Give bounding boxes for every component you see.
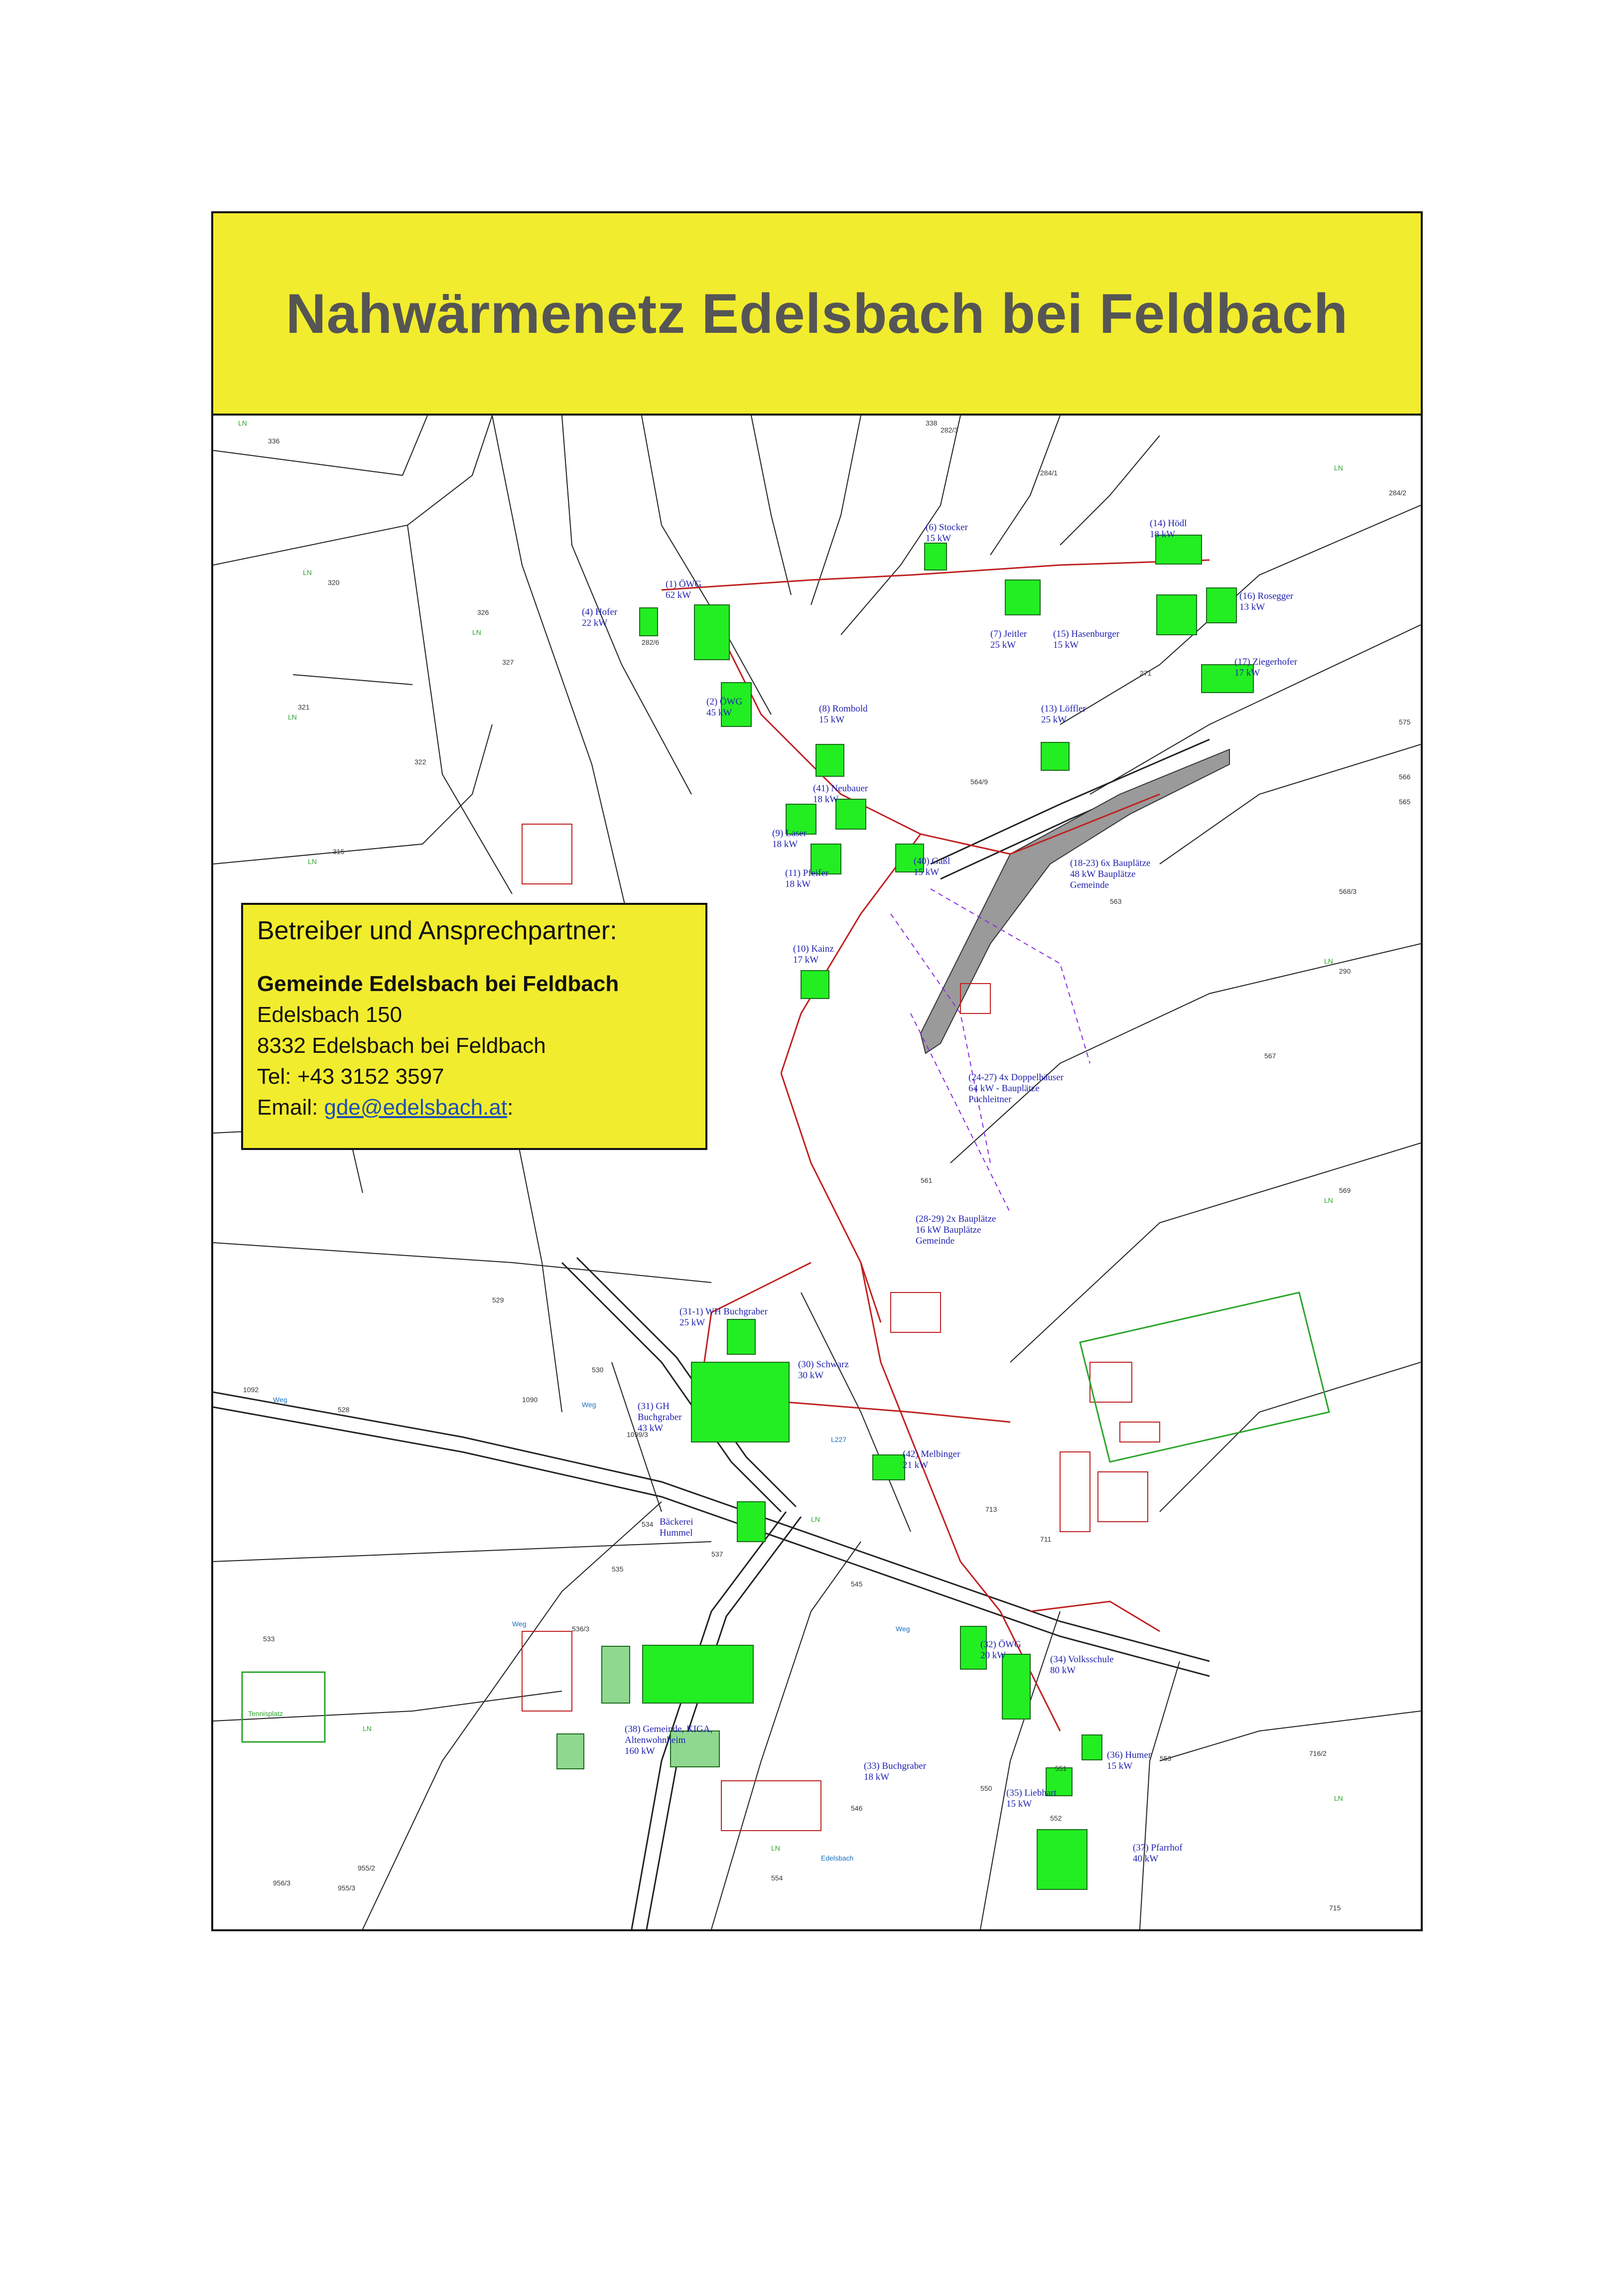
map-label-baeckerei-line1: Bäckerei <box>660 1517 693 1527</box>
map-label-laser-line2: 18 kW <box>772 839 798 850</box>
map-label-ziegerhofer <box>1234 657 1298 678</box>
parcel-number: 529 <box>492 1296 504 1304</box>
map-label-jeitler-line2: 25 kW <box>990 640 1016 650</box>
map-label-hasenburger-line1: (15) Hasenburger <box>1053 629 1120 639</box>
map-label-oewg1 <box>666 579 702 600</box>
map-label-pfarrhof-line2: 40 kW <box>1133 1854 1159 1864</box>
map-label-gh_buchgraber-line2: Buchgraber <box>638 1412 682 1423</box>
title-banner <box>213 213 1421 416</box>
development-road <box>921 749 1229 1053</box>
contact-city: 8332 Edelsbach bei Feldbach <box>257 1033 546 1058</box>
land-use-label: LN <box>363 1724 372 1732</box>
contact-organisation: Gemeinde Edelsbach bei Feldbach <box>257 972 619 996</box>
map-label-bauplaetze28 <box>916 1214 996 1246</box>
map-label-bauplaetze18-line2: 48 kW Bauplätze <box>1070 869 1136 879</box>
parcel-number: 566 <box>1399 773 1411 781</box>
contact-box <box>241 903 707 1150</box>
map-label-laser <box>772 828 807 850</box>
map-label-humer-line2: 15 kW <box>1107 1761 1133 1771</box>
map-label-gassl-line1: (40) Gaßl <box>914 856 950 866</box>
parcel-number: 715 <box>1329 1904 1341 1912</box>
parcel-number: 1099/3 <box>627 1431 648 1438</box>
parcel-number: 271 <box>1140 669 1152 677</box>
parcel-number: 716/2 <box>1309 1749 1327 1757</box>
land-use-label: LN <box>771 1844 780 1852</box>
map-label-oewg32-line1: (32) ÖWG <box>980 1639 1021 1650</box>
parcel-number: 282/6 <box>642 638 660 646</box>
map-label-baeckerei-line2: Hummel <box>660 1528 693 1538</box>
map-label-bauplaetze28-line2: 16 kW Bauplätze <box>916 1225 981 1235</box>
contact-email-link[interactable]: gde@edelsbach.at <box>324 1095 508 1120</box>
map-label-humer-line1: (36) Humer <box>1107 1750 1152 1760</box>
map-label-liebhart-line2: 15 kW <box>1006 1799 1032 1809</box>
street-label: Edelsbach <box>821 1854 854 1862</box>
map-label-rosegger-line1: (16) Rosegger <box>1239 591 1294 601</box>
map-label-buchgraber33 <box>864 1761 927 1782</box>
parcel-number: 553 <box>1160 1754 1172 1762</box>
map-label-bauplaetze18-line1: (18-23) 6x Bauplätze <box>1070 858 1151 868</box>
map-label-doppelhaeuser-line2: 64 kW - Bauplätze <box>968 1083 1040 1094</box>
parcel-number: 534 <box>642 1520 654 1528</box>
tennis-court-label: Tennisplatz <box>248 1710 283 1718</box>
map-label-oewg2-line2: 45 kW <box>706 708 732 718</box>
map-label-gassl-line2: 15 kW <box>914 867 940 877</box>
map-label-jeitler <box>990 629 1027 650</box>
map-label-rosegger <box>1239 591 1294 612</box>
map-label-schwarz <box>798 1359 849 1381</box>
map-label-gassl <box>914 856 950 877</box>
map-label-hofer-line2: 22 kW <box>582 618 608 628</box>
land-use-label: LN <box>472 628 481 636</box>
street-label: Weg <box>896 1625 910 1633</box>
map-label-volksschule-line1: (34) Volksschule <box>1050 1654 1114 1665</box>
map-label-stocker-line2: 15 kW <box>926 533 951 544</box>
map-label-gemeinde_kiga-line2: Altenwohnheim <box>625 1735 686 1745</box>
map-label-stocker-line1: (6) Stocker <box>926 522 968 533</box>
parcel-number: 550 <box>980 1784 992 1792</box>
green-field <box>1080 1292 1329 1462</box>
map-label-rombold-line2: 15 kW <box>819 715 845 725</box>
land-use-label: LN <box>1334 464 1343 472</box>
map-label-volksschule <box>1050 1654 1114 1676</box>
map-label-humer <box>1107 1750 1152 1771</box>
map-label-volksschule-line2: 80 kW <box>1050 1665 1076 1676</box>
map-label-gh_buchgraber-line1: (31) GH <box>638 1401 670 1412</box>
map-label-hofer-line1: (4) Hofer <box>582 607 618 617</box>
map-label-melbinger <box>903 1449 960 1470</box>
street-label: Weg <box>273 1396 287 1404</box>
contact-phone: Tel: +43 3152 3597 <box>257 1064 444 1089</box>
map-label-doppelhaeuser <box>968 1072 1064 1105</box>
parcel-number: 563 <box>1110 897 1122 905</box>
contact-email-suffix: : <box>507 1095 514 1120</box>
land-use-label: LN <box>1324 1196 1333 1204</box>
parcel-number: 336 <box>268 437 280 445</box>
map-label-wh_buchgraber-line1: (31-1) WH Buchgraber <box>679 1306 768 1317</box>
map-label-stocker <box>926 522 968 544</box>
parcel-number: 552 <box>1050 1814 1062 1822</box>
map-label-pfeifer <box>785 868 829 889</box>
map-label-neubauer-line2: 18 kW <box>813 794 839 805</box>
parcel-number: 955/3 <box>338 1884 356 1892</box>
parcel-number: 546 <box>851 1804 863 1812</box>
parcel-number: 554 <box>771 1874 783 1882</box>
parcel-number: 711 <box>1040 1535 1052 1543</box>
map-label-pfeifer-line1: (11) Pfeifer <box>785 868 829 878</box>
map-label-wh_buchgraber-line2: 25 kW <box>679 1317 705 1328</box>
heating-network <box>662 560 1210 1731</box>
map-label-doppelhaeuser-line1: (24-27) 4x Doppelhäuser <box>968 1072 1064 1083</box>
parcel-number-layer <box>243 419 1411 1912</box>
connected-buildings <box>640 535 1253 1889</box>
page-title: Nahwärmenetz Edelsbach bei Feldbach <box>285 282 1349 345</box>
parcel-number: 536/3 <box>572 1625 590 1633</box>
map-label-loeffler-line2: 25 kW <box>1041 715 1067 725</box>
map-label-oewg2-line1: (2) ÖWG <box>706 697 743 707</box>
map-label-jeitler-line1: (7) Jeitler <box>990 629 1027 639</box>
contact-email-label: Email: <box>257 1095 324 1120</box>
parcel-number: 290 <box>1339 967 1351 975</box>
parcel-number: 575 <box>1399 718 1411 726</box>
map-canvas <box>213 416 1421 1929</box>
parcel-number: 326 <box>477 608 489 616</box>
parcel-number: 564/9 <box>970 778 988 786</box>
map-label-gh_buchgraber-line3: 43 kW <box>638 1423 664 1434</box>
map-label-pfarrhof-line1: (37) Pfarrhof <box>1133 1843 1183 1853</box>
land-use-label: LN <box>238 419 247 427</box>
map-label-laser-line1: (9) Laser <box>772 828 807 839</box>
contact-email-line <box>257 1092 691 1123</box>
map-label-oewg32-line2: 20 kW <box>980 1650 1006 1661</box>
map-label-hoedl-line2: 18 kW <box>1150 529 1176 540</box>
parcel-number: 561 <box>921 1176 933 1184</box>
parcel-number: 528 <box>338 1406 350 1414</box>
land-use-label: LN <box>1334 1794 1343 1802</box>
parcel-number: 327 <box>502 658 514 666</box>
map-label-buchgraber33-line2: 18 kW <box>864 1772 890 1782</box>
parcel-number: 533 <box>263 1635 275 1643</box>
map-label-bauplaetze18 <box>1070 858 1150 890</box>
map-label-bauplaetze28-line3: Gemeinde <box>916 1236 955 1246</box>
map-label-liebhart <box>1006 1788 1057 1809</box>
land-use-label: LN <box>811 1515 820 1523</box>
contact-street: Edelsbach 150 <box>257 1003 403 1027</box>
street-label: Weg <box>512 1620 527 1628</box>
parcel-number: 537 <box>711 1550 723 1558</box>
parcel-number: 321 <box>298 703 310 711</box>
map-label-melbinger-line2: 21 kW <box>903 1460 929 1470</box>
map-label-baeckerei <box>660 1517 693 1538</box>
map-label-hoedl-line1: (14) Hödl <box>1150 518 1187 529</box>
map-label-doppelhaeuser-line3: Puchleitner <box>968 1094 1012 1105</box>
map-label-gh_buchgraber <box>638 1401 682 1434</box>
parcel-number: 551 <box>1055 1764 1067 1772</box>
parcel-number: 545 <box>851 1580 863 1588</box>
parcel-number: 320 <box>328 578 340 586</box>
tennis-court <box>242 1672 325 1742</box>
map-label-schwarz-line2: 30 kW <box>798 1370 824 1381</box>
map-label-pfeifer-line2: 18 kW <box>785 879 811 889</box>
parcel-number: 956/3 <box>273 1879 291 1887</box>
map-label-kainz-line1: (10) Kainz <box>793 944 834 954</box>
parcel-number: 1090 <box>522 1396 538 1404</box>
map-label-neubauer-line1: (41) Neubauer <box>813 783 868 794</box>
map-label-bauplaetze18-line3: Gemeinde <box>1070 880 1109 890</box>
map-label-liebhart-line1: (35) Liebhart <box>1006 1788 1057 1798</box>
map-label-ziegerhofer-line1: (17) Ziegerhofer <box>1234 657 1298 667</box>
map-label-gemeinde_kiga-line3: 160 kW <box>625 1746 655 1756</box>
parcel-number: 284/2 <box>1389 489 1407 497</box>
cadastral-map[interactable] <box>213 416 1421 1929</box>
land-use-label: LN <box>1324 957 1333 965</box>
parcel-number: 569 <box>1339 1186 1351 1194</box>
parcel-number: 315 <box>333 848 345 856</box>
map-label-melbinger-line1: (42) Melbinger <box>903 1449 960 1459</box>
parcel-number: 535 <box>612 1565 624 1573</box>
parcel-number: 338 <box>926 419 938 427</box>
map-label-kainz-line2: 17 kW <box>793 955 819 965</box>
map-label-oewg1-line2: 62 kW <box>666 590 691 600</box>
map-label-hasenburger <box>1053 629 1120 650</box>
map-label-rosegger-line2: 13 kW <box>1239 602 1265 612</box>
map-label-ziegerhofer-line2: 17 kW <box>1234 668 1260 678</box>
street-label: Weg <box>582 1401 596 1409</box>
parcel-number: 955/2 <box>358 1864 376 1872</box>
map-label-rombold <box>819 704 868 725</box>
parcel-number: 565 <box>1399 798 1411 806</box>
contact-heading: Betreiber und Ansprechpartner: <box>257 916 617 945</box>
map-label-hasenburger-line2: 15 kW <box>1053 640 1079 650</box>
map-label-bauplaetze28-line1: (28-29) 2x Bauplätze <box>916 1214 996 1224</box>
map-label-pfarrhof <box>1133 1843 1183 1864</box>
map-label-kainz <box>793 944 834 965</box>
map-label-loeffler <box>1041 704 1086 725</box>
parcel-boundaries <box>213 416 1421 1929</box>
parcel-number: 1092 <box>243 1386 259 1394</box>
parcel-number: 568/3 <box>1339 887 1357 895</box>
parcel-number: 284/1 <box>1040 469 1058 477</box>
street-label: L227 <box>831 1435 847 1443</box>
map-label-buchgraber33-line1: (33) Buchgraber <box>864 1761 927 1771</box>
map-label-schwarz-line1: (30) Schwarz <box>798 1359 849 1370</box>
map-label-hofer <box>582 607 618 628</box>
parcel-number: 567 <box>1264 1052 1276 1060</box>
map-label-rombold-line1: (8) Rombold <box>819 704 868 714</box>
map-label-gemeinde_kiga-line1: (38) Gemeinde, KIGA, <box>625 1724 713 1734</box>
parcel-number: 713 <box>985 1505 997 1513</box>
parcel-number: 282/3 <box>941 426 958 434</box>
land-use-label: LN <box>303 569 312 576</box>
land-use-label: LN <box>288 713 297 721</box>
map-label-loeffler-line1: (13) Löffler <box>1041 704 1086 714</box>
parcel-number: 322 <box>414 758 426 766</box>
land-use-label: LN <box>308 858 317 865</box>
map-label-oewg1-line1: (1) ÖWG <box>666 579 702 589</box>
parcel-number: 530 <box>592 1366 604 1374</box>
